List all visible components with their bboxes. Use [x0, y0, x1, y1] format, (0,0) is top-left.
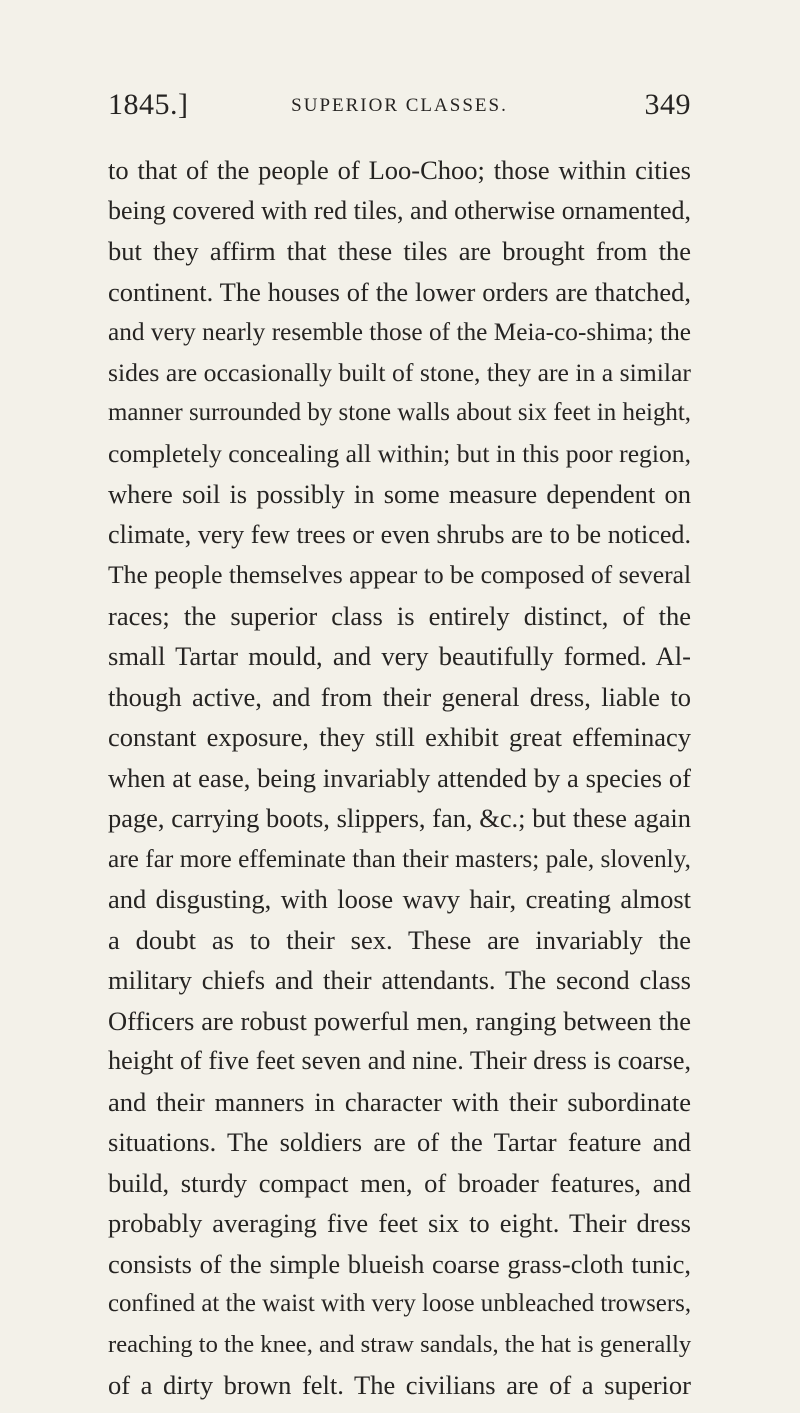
- text-line: confined at the waist with very loose unbleached trowsers,: [108, 1290, 692, 1317]
- body-text: [108, 150, 691, 1406]
- running-head: [108, 88, 691, 132]
- text-line: though active, and from their general dress, liable to: [108, 681, 691, 712]
- text-line: races; the superior class is entirely distinct, of the: [108, 600, 691, 631]
- text-line: reaching to the knee, and straw sandals, the hat is generally: [108, 1330, 692, 1358]
- text-line: climate, very few trees or even shrubs are to be noticed.: [108, 519, 691, 549]
- text-line: military chiefs and their attendants. The second class: [108, 965, 691, 995]
- text-line: where soil is possibly in some measure dependent on: [108, 479, 691, 509]
- text-line: being covered with red tiles, and otherwise ornamented,: [108, 195, 691, 225]
- text-line: Officers are robust powerful men, ranging between the: [108, 1005, 691, 1036]
- text-line: probably averaging five feet six to eight. Their dress: [108, 1208, 691, 1238]
- text-line: and their manners in character with their subordinate: [108, 1086, 691, 1117]
- text-line: height of five feet seven and nine. Their dress is coarse,: [108, 1046, 691, 1075]
- text-line: are far more effeminate than their masters; pale, slovenly,: [108, 844, 691, 873]
- text-line: page, carrying boots, slippers, fan, &c.; but these again: [108, 803, 691, 833]
- text-line: and very nearly resemble those of the Meia-co-shima; the: [108, 318, 691, 346]
- text-line: to that of the people of Loo-Choo; those within cities: [108, 155, 691, 185]
- text-line: sides are occasionally built of stone, they are in a similar: [108, 357, 691, 387]
- text-line: and disgusting, with loose wavy hair, creating almost: [108, 884, 691, 914]
- text-line: of a dirty brown felt. The civilians are of a superior: [108, 1370, 691, 1400]
- text-line: The people themselves appear to be composed of several: [108, 560, 692, 589]
- header-title: SUPERIOR CLASSES.: [291, 95, 508, 116]
- text-line: continent. The houses of the lower orders are thatched,: [108, 276, 691, 307]
- text-line: manner surrounded by stone walls about six feet in height,: [108, 399, 691, 426]
- text-line: but they affirm that these tiles are brought from the: [108, 236, 691, 266]
- text-line: completely concealing all within; but in this poor region,: [108, 438, 691, 468]
- text-line: build, sturdy compact men, of broader features, and: [108, 1167, 691, 1198]
- page-number: 349: [644, 88, 691, 121]
- text-line: small Tartar mould, and very beautifully formed. Al-: [108, 641, 691, 671]
- header-year: 1845.]: [108, 88, 189, 121]
- text-line: when at ease, being invariably attended by a species of: [108, 762, 691, 793]
- text-line: situations. The soldiers are of the Tartar feature and: [108, 1127, 691, 1157]
- text-line: constant exposure, they still exhibit great effeminacy: [108, 722, 691, 752]
- text-line: a doubt as to their sex. These are invariably the: [108, 924, 691, 955]
- text-line: consists of the simple blueish coarse grass-cloth tunic,: [108, 1248, 691, 1279]
